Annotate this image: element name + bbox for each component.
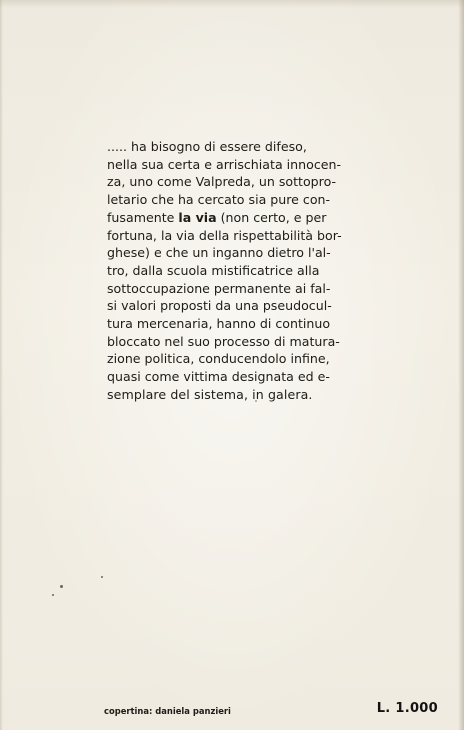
quote-line: bloccato nel suo processo di matura- xyxy=(107,333,340,349)
quote-text: (non certo, e per xyxy=(216,209,327,225)
paper-edge-right xyxy=(458,0,464,730)
quote-line: za, uno come Valpreda, un sottopro- xyxy=(107,174,337,190)
quote-line: ..... ha bisogno di essere difeso, xyxy=(107,139,307,154)
paper-speck xyxy=(52,594,54,596)
quote-line: semplare del sistema, in galera. xyxy=(107,386,313,402)
quote-line: sottoccupazione permanente ai fal- xyxy=(107,280,331,296)
paper-edge-left xyxy=(0,0,3,730)
paper-speck xyxy=(101,576,103,578)
cover-credit: copertina: daniela panzieri xyxy=(104,706,231,716)
quote-line: zione politica, conducendolo infine, xyxy=(107,351,330,367)
quote-line: nella sua certa e arrischiata innocen- xyxy=(107,156,342,172)
quote-line: tura mercenaria, hanno di continuo xyxy=(107,316,331,332)
quote-line: quasi come vittima designata ed e- xyxy=(107,369,330,385)
back-cover-quote xyxy=(107,138,357,404)
quote-line: letario che ha cercato sia pure con- xyxy=(107,192,331,208)
paper-edge-top xyxy=(0,0,464,8)
quote-line: si valori proposti da una pseudocul- xyxy=(107,298,332,314)
paper-speck xyxy=(60,585,63,588)
quote-emphasis: la via xyxy=(178,209,217,225)
price-label: L. 1.000 xyxy=(376,701,438,716)
quote-line: ghese) e che un inganno dietro l'al- xyxy=(107,245,331,261)
quote-text: fusamente xyxy=(107,209,179,225)
quote-line: tro, dalla scuola mistificatrice alla xyxy=(107,262,320,278)
quote-line: fortuna, la via della rispettabilità bor- xyxy=(107,227,342,243)
quote-line xyxy=(107,209,357,227)
